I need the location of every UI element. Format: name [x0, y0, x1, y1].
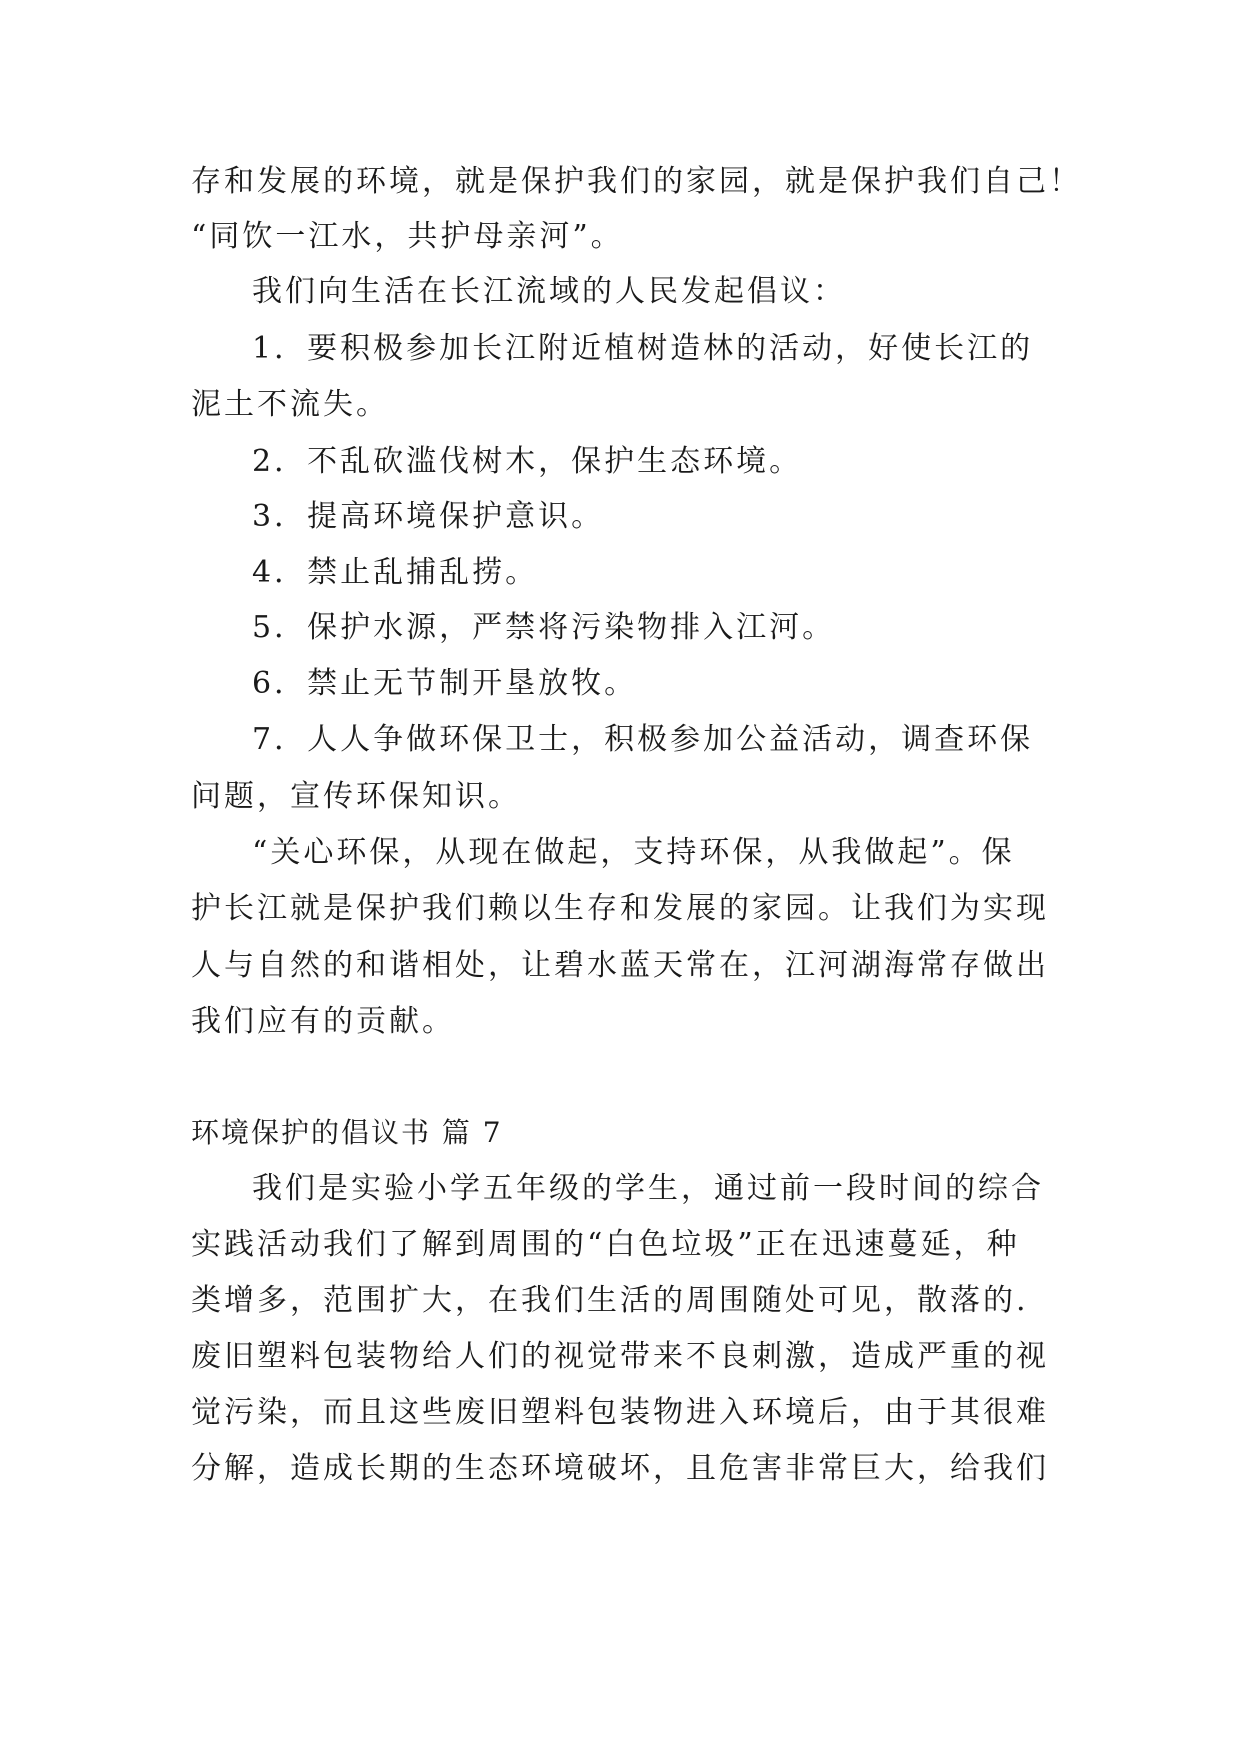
paragraph-line: “关心环保，从现在做起，支持环保，从我做起”。保: [252, 835, 1015, 870]
paragraph-line: 分解，造成长期的生态环境破坏，且危害非常巨大，给我们: [191, 1451, 1049, 1486]
paragraph-line: 泥土不流失。: [191, 387, 389, 422]
paragraph-line: 实践活动我们了解到周围的“白色垃圾”正在迅速蔓延，种: [191, 1227, 1020, 1262]
list-item: 7．人人争做环保卫士，积极参加公益活动，调查环保: [252, 722, 1034, 757]
paragraph-line: “同饮一江水，共护母亲河”。: [191, 219, 624, 254]
list-item: 3．提高环境保护意识。: [252, 499, 605, 534]
paragraph-line: 问题，宣传环保知识。: [191, 779, 521, 814]
list-item: 5．保护水源，严禁将污染物排入江河。: [252, 610, 836, 645]
paragraph-line: 废旧塑料包装物给人们的视觉带来不良刺激，造成严重的视: [191, 1339, 1049, 1374]
paragraph-line: 存和发展的环境，就是保护我们的家园，就是保护我们自己！: [191, 164, 1082, 199]
list-item: 2．不乱砍滥伐树木，保护生态环境。: [252, 444, 803, 479]
paragraph-line: 我们是实验小学五年级的学生，通过前一段时间的综合: [252, 1171, 1044, 1206]
paragraph-line: 人与自然的和谐相处，让碧水蓝天常在，江河湖海常存做出: [191, 948, 1049, 983]
list-item: 4．禁止乱捕乱捞。: [252, 555, 539, 590]
paragraph-line: 我们向生活在长江流域的人民发起倡议：: [252, 274, 846, 309]
list-item: 1．要积极参加长江附近植树造林的活动，好使长江的: [252, 331, 1034, 366]
paragraph-line: 护长江就是保护我们赖以生存和发展的家园。让我们为实现: [191, 891, 1049, 926]
paragraph-line: 觉污染，而且这些废旧塑料包装物进入环境后，由于其很难: [191, 1395, 1049, 1430]
section-heading: 环境保护的倡议书 篇 7: [191, 1116, 503, 1149]
list-item: 6．禁止无节制开垦放牧。: [252, 666, 638, 701]
paragraph-line: 类增多，范围扩大，在我们生活的周围随处可见，散落的.: [191, 1283, 1029, 1318]
paragraph-line: 我们应有的贡献。: [191, 1004, 455, 1039]
